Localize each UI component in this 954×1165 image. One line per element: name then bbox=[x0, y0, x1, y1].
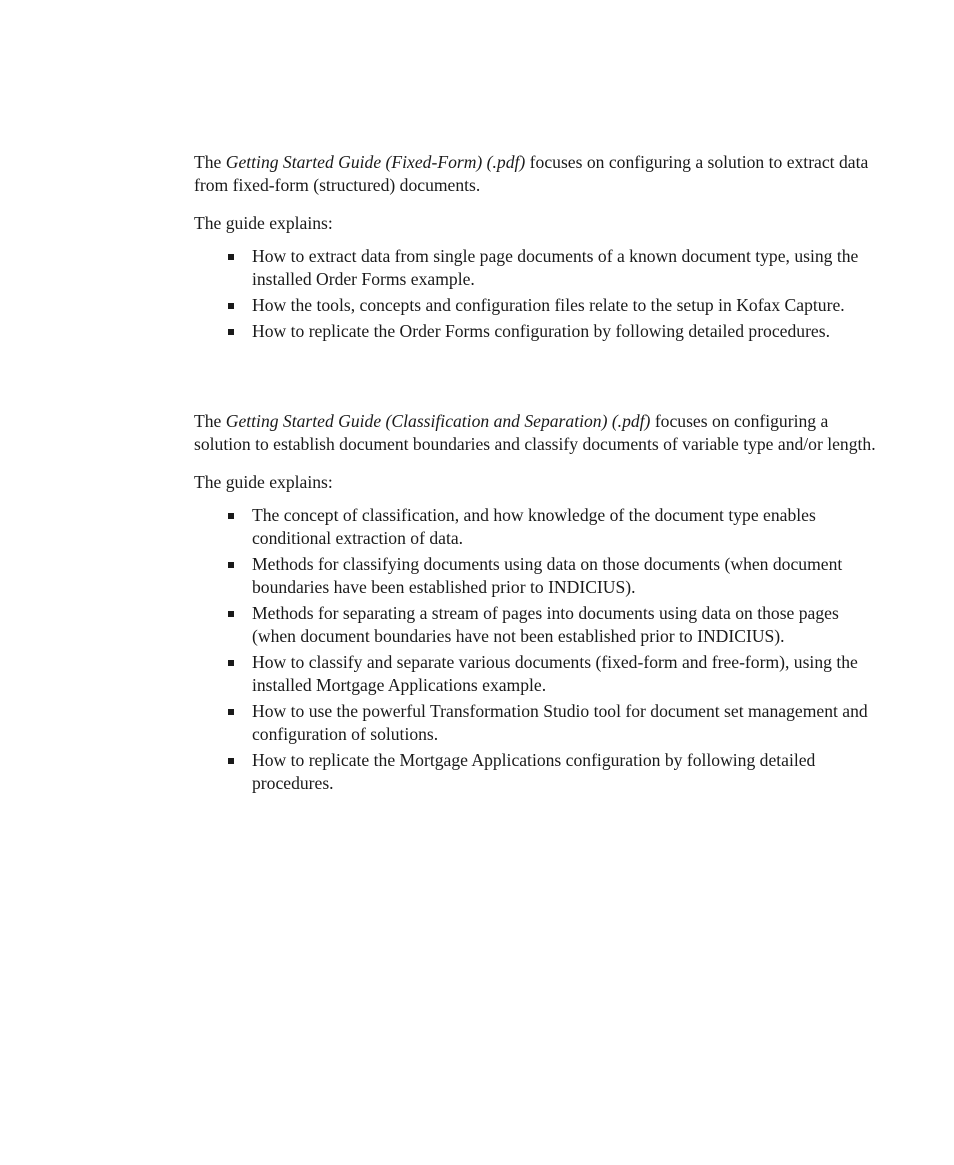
bullet-square-icon bbox=[228, 513, 234, 519]
list-item bbox=[252, 700, 884, 746]
intro-suffix: focuses on configuring a solution to extract data from fixed-form (structured) documents. bbox=[194, 152, 869, 195]
bullet-square-icon bbox=[228, 303, 234, 309]
list-item bbox=[252, 320, 884, 343]
list-item-text: How to classify and separate various documents (fixed-form and free-form), using the installed Mortgage Applications example. bbox=[252, 652, 858, 695]
guide-title: Getting Started Guide (Classification and Separation) (.pdf) bbox=[225, 411, 651, 431]
bullet-square-icon bbox=[228, 611, 234, 617]
list-item-text: Methods for separating a stream of pages into documents using data on those pages (when document boundaries have not been established prior to INDICIUS). bbox=[252, 603, 839, 646]
list-item-text: How the tools, concepts and configuration files relate to the setup in Kofax Capture. bbox=[252, 295, 845, 315]
list-item bbox=[252, 651, 884, 697]
list-item bbox=[252, 294, 884, 317]
list-item-text: The concept of classification, and how knowledge of the document type enables conditional extraction of data. bbox=[252, 505, 816, 548]
guide-explains-label: The guide explains: bbox=[194, 213, 333, 233]
intro-prefix: The bbox=[194, 411, 226, 431]
list-item bbox=[252, 553, 884, 599]
bullet-square-icon bbox=[228, 254, 234, 260]
intro-suffix: focuses on configuring a solution to establish document boundaries and classify documents of variable type and/or length. bbox=[194, 411, 876, 454]
bullet-square-icon bbox=[228, 758, 234, 764]
list-item-text: Methods for classifying documents using data on those documents (when document boundaries have been established prior to INDICIUS). bbox=[252, 554, 843, 597]
bullet-square-icon bbox=[228, 660, 234, 666]
classification-bullet-list bbox=[194, 504, 884, 795]
list-item bbox=[252, 245, 884, 291]
document-page bbox=[194, 151, 884, 798]
classification-guide-section bbox=[194, 410, 884, 795]
fixed-form-guide-section bbox=[194, 151, 884, 343]
bullet-square-icon bbox=[228, 562, 234, 568]
fixed-form-bullet-list bbox=[194, 245, 884, 343]
list-item-text: How to extract data from single page documents of a known document type, using the installed Order Forms example. bbox=[252, 246, 859, 289]
bullet-square-icon bbox=[228, 709, 234, 715]
bullet-square-icon bbox=[228, 329, 234, 335]
list-item-text: How to replicate the Order Forms configuration by following detailed procedures. bbox=[252, 321, 830, 341]
intro-prefix: The bbox=[194, 152, 226, 172]
list-item bbox=[252, 504, 884, 550]
list-item-text: How to replicate the Mortgage Applications configuration by following detailed procedures. bbox=[252, 750, 816, 793]
guide-explains-label: The guide explains: bbox=[194, 472, 333, 492]
fixed-form-guide-intro bbox=[194, 151, 884, 197]
classification-guide-intro bbox=[194, 410, 884, 456]
guide-title: Getting Started Guide (Fixed-Form) (.pdf) bbox=[225, 152, 526, 172]
list-item bbox=[252, 749, 884, 795]
list-item bbox=[252, 602, 884, 648]
list-item-text: How to use the powerful Transformation Studio tool for document set management and configuration of solutions. bbox=[252, 701, 868, 744]
